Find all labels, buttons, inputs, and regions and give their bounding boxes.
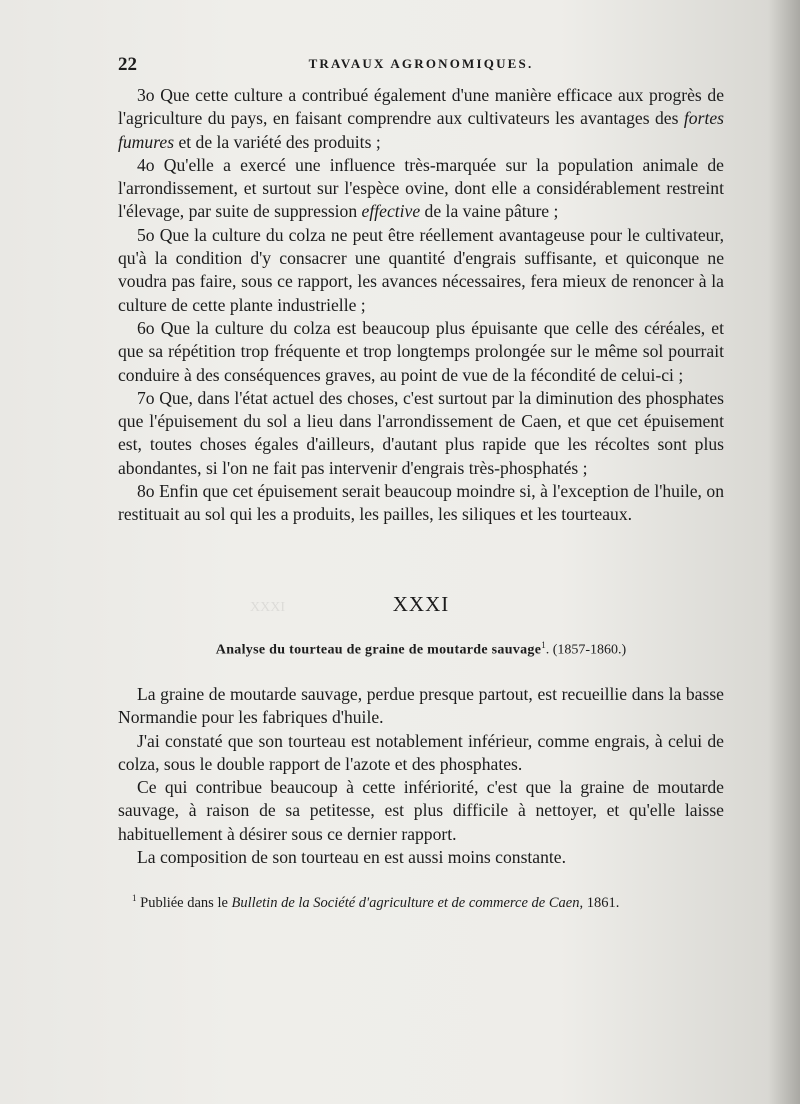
conclusion-item: 3o Que cette culture a contribué également d'une manière efficace aux progrès de l'agriculture du pays, en faisant comprendre aux cultivateurs les avantages des fortes fumures et de la variété des produits ; bbox=[118, 85, 724, 152]
section-body bbox=[118, 683, 724, 869]
conclusion-item: 7o Que, dans l'état actuel des choses, c'est surtout par la diminution des phosphates que l'épuisement du sol a lieu dans l'arrondissement de Caen, et que cet épuisement est, toutes choses égales d'ailleurs, d'autant plus rapide que les récoltes sont plus abondantes, si l'on ne fait pas intervenir d'engrais très-phosphatés ; bbox=[118, 387, 724, 478]
paragraph: La graine de moutarde sauvage, perdue presque partout, est recueillie dans la basse Normandie pour les fabriques d'huile. bbox=[118, 684, 724, 728]
bleed-through: XXXI bbox=[250, 600, 285, 615]
footnote-marker: 1 bbox=[541, 640, 546, 650]
section-title-text: Analyse du tourteau de graine de moutarde sauvage bbox=[215, 642, 542, 658]
conclusions-list bbox=[118, 84, 724, 527]
publication-title: Bulletin de la Société d'agriculture et de commerce de Caen bbox=[231, 894, 580, 911]
conclusion-item: 6o Que la culture du colza est beaucoup plus épuisante que celle des céréales, et que sa répétition trop fréquente et trop longtemps prolongée sur le même sol pourrait conduire à des conséquences graves, au point de vue de la fécondité de celui-ci ; bbox=[118, 317, 724, 385]
page-number: 22 bbox=[118, 54, 137, 75]
section-number: XXXI bbox=[392, 592, 450, 616]
footnote: $^1$ Publiée dans le Bulletin de la Société d'agriculture et de commerce de Caen, 1861. bbox=[132, 893, 620, 911]
section-dates: . (1857-1860.) bbox=[545, 642, 627, 658]
section-title bbox=[118, 640, 724, 659]
conclusion-item: 8o Enfin que cet épuisement serait beaucoup moindre si, à l'exception de l'huile, on restituait au sol qui les a produits, les pailles, les siliques et les tourteaux. bbox=[118, 481, 724, 525]
paragraph: J'ai constaté que son tourteau est notablement inférieur, comme engrais, à celui de colza, sous le double rapport de l'azote et des phosphates. bbox=[118, 730, 724, 774]
conclusion-item: 5o Que la culture du colza ne peut être réellement avantageuse pour le cultivateur, qu'à la condition d'y consacrer une quantité d'engrais suffisante, et quiconque ne voudra pas faire, sous ce rapport, les avances nécessaires, fera mieux de renoncer à la culture de cette plante industrielle ; bbox=[118, 224, 724, 315]
footnote-number: 1 bbox=[132, 893, 137, 903]
page-header bbox=[118, 54, 724, 78]
conclusion-item: 4o Qu'elle a exercé une influence très-marquée sur la population animale de l'arrondissement, et surtout sur l'espèce ovine, dont elle a considérablement restreint l'élevage, par suite de suppression effective de la vaine pâture ; bbox=[118, 154, 724, 222]
running-title: TRAVAUX AGRONOMIQUES. bbox=[308, 56, 534, 71]
paragraph: Ce qui contribue beaucoup à cette infériorité, c'est que la graine de moutarde sauvage, à raison de sa petitesse, est plus difficile à nettoyer, et qu'elle laisse habituellement à désirer sous ce dernier rapport. bbox=[118, 777, 724, 844]
paragraph: La composition de son tourteau en est aussi moins constante. bbox=[137, 847, 567, 868]
